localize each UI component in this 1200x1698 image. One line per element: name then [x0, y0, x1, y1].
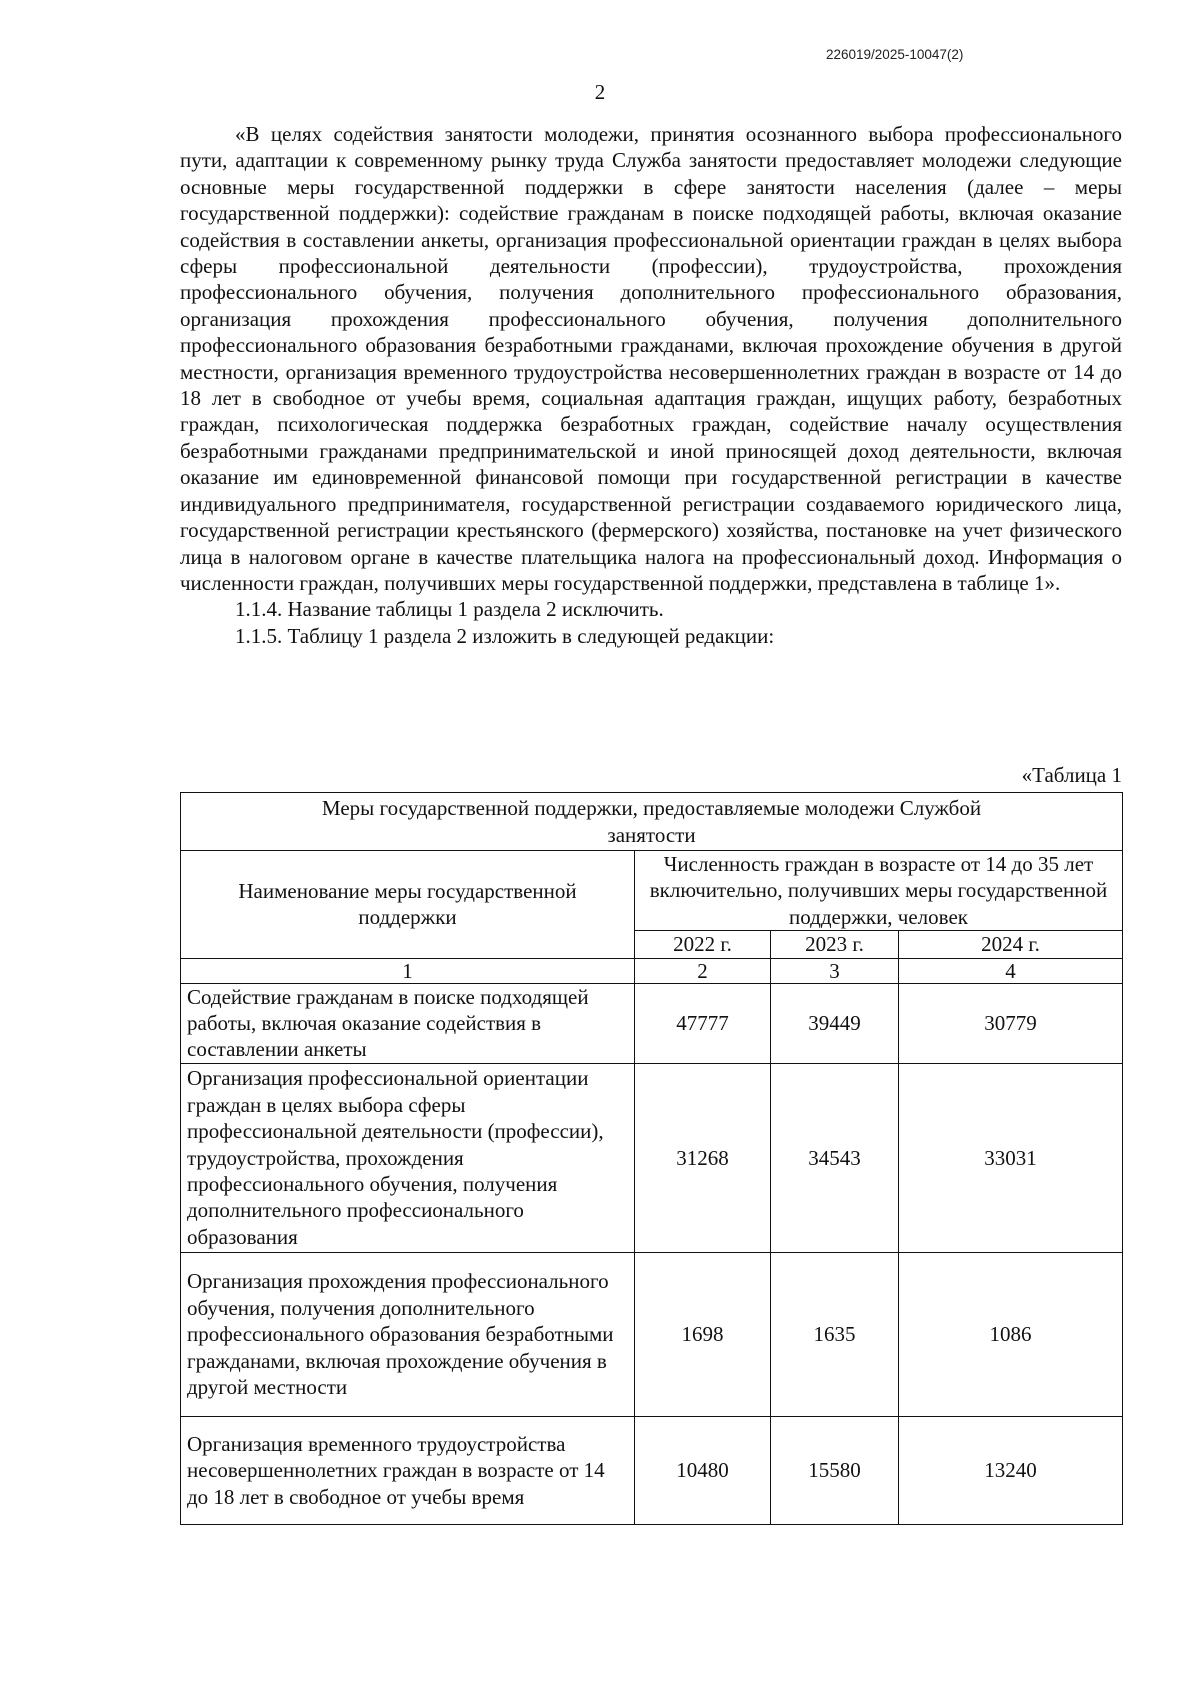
- document-body: [180, 121, 1122, 649]
- column-number: 1: [181, 958, 635, 983]
- item-1-1-4: 1.1.4. Название таблицы 1 раздела 2 исключить.: [235, 597, 664, 622]
- table-header-row: [181, 851, 1123, 931]
- page-number: 2: [594, 80, 606, 104]
- value-2024: 13240: [899, 1416, 1123, 1524]
- value-2022: 47777: [635, 983, 771, 1063]
- measure-name: Содействие гражданам в поиске подходящей работы, включая оказание содействия в составлении анкеты: [181, 983, 635, 1063]
- col-name-header: Наименование меры государственной поддержки: [181, 851, 635, 959]
- document-id: 226019/2025-10047(2): [826, 47, 964, 62]
- intro-paragraph: «В целях содействия занятости молодежи, принятия осознанного выбора профессионального пути, адаптации к современному рынку труда Служба занятости предоставляет молодежи следующие основные меры государственной поддержки в сфере занятости населения (далее – меры государственной поддержки): содействие гражданам в поиске подходящей работы, включая оказание содействия в составлении анкеты, организация профессиональной ориентации граждан в целях выбора сферы профессиональной деятельности (профессии), трудоустройства, прохождения профессионального обучения, получения дополнительного профессионального образования, организация прохождения профессионального обучения, получения дополнительного профессионального образования безработными гражданами, включая прохождение обучения в другой местности, организация временного трудоустройства несовершеннолетних граждан в возрасте от 14 до 18 лет в свободное от учебы время, социальная адаптация граждан, ищущих работу, безработных граждан, психологическая поддержка безработных граждан, содействие началу осуществления безработными гражданами предпринимательской и иной приносящей доход деятельности, включая оказание им единовременной финансовой помощи при государственной регистрации в качестве индивидуального предпринимателя, государственной регистрации создаваемого юридического лица, государственной регистрации крестьянского (фермерского) хозяйства, постановке на учет физического лица в налоговом органе в качестве плательщика налога на профессиональный доход. Информация о численности граждан, получивших меры государственной поддержки, представлена в таблице 1».: [180, 122, 1122, 595]
- value-2024: 30779: [899, 983, 1123, 1063]
- item-1-1-5: 1.1.5. Таблицу 1 раздела 2 изложить в следующей редакции:: [235, 623, 775, 648]
- table-caption: «Таблица 1: [1021, 763, 1122, 787]
- value-2023: 1635: [771, 1252, 899, 1416]
- measure-name: Организация временного трудоустройства несовершеннолетних граждан в возрасте от 14 до 18 лет в свободное от учебы время: [181, 1416, 635, 1524]
- table-row: [181, 1416, 1123, 1524]
- value-2023: 15580: [771, 1416, 899, 1524]
- value-2023: 39449: [771, 983, 899, 1063]
- value-2024: 33031: [899, 1063, 1123, 1252]
- column-number: 3: [771, 958, 899, 983]
- column-number: 4: [899, 958, 1123, 983]
- year-header-2023: 2023 г.: [771, 931, 899, 958]
- value-2023: 34543: [771, 1063, 899, 1252]
- table-row: [181, 1252, 1123, 1416]
- column-numbers-row: [181, 958, 1123, 983]
- value-2022: 10480: [635, 1416, 771, 1524]
- table-row: [181, 983, 1123, 1063]
- table-row: [181, 1063, 1123, 1252]
- measure-name: Организация профессиональной ориентации граждан в целях выбора сферы профессиональной деятельности (профессии), трудоустройства, прохождения профессионального обучения, получения дополнительного профессионального образования: [181, 1063, 635, 1252]
- column-number: 2: [635, 958, 771, 983]
- year-header-2024: 2024 г.: [899, 931, 1123, 958]
- table-title-row: [181, 793, 1123, 851]
- value-2022: 31268: [635, 1063, 771, 1252]
- value-2024: 1086: [899, 1252, 1123, 1416]
- year-header-2022: 2022 г.: [635, 931, 771, 958]
- value-2022: 1698: [635, 1252, 771, 1416]
- table-title: Меры государственной поддержки, предоставляемые молодежи Службой занятости: [181, 793, 1123, 851]
- col-count-header: Численность граждан в возрасте от 14 до 35 лет включительно, получивших меры государственной поддержки, человек: [635, 851, 1123, 931]
- support-measures-table: [180, 792, 1123, 1525]
- measure-name: Организация прохождения профессионального обучения, получения дополнительного профессионального образования безработными гражданами, включая прохождение обучения в другой местности: [181, 1252, 635, 1416]
